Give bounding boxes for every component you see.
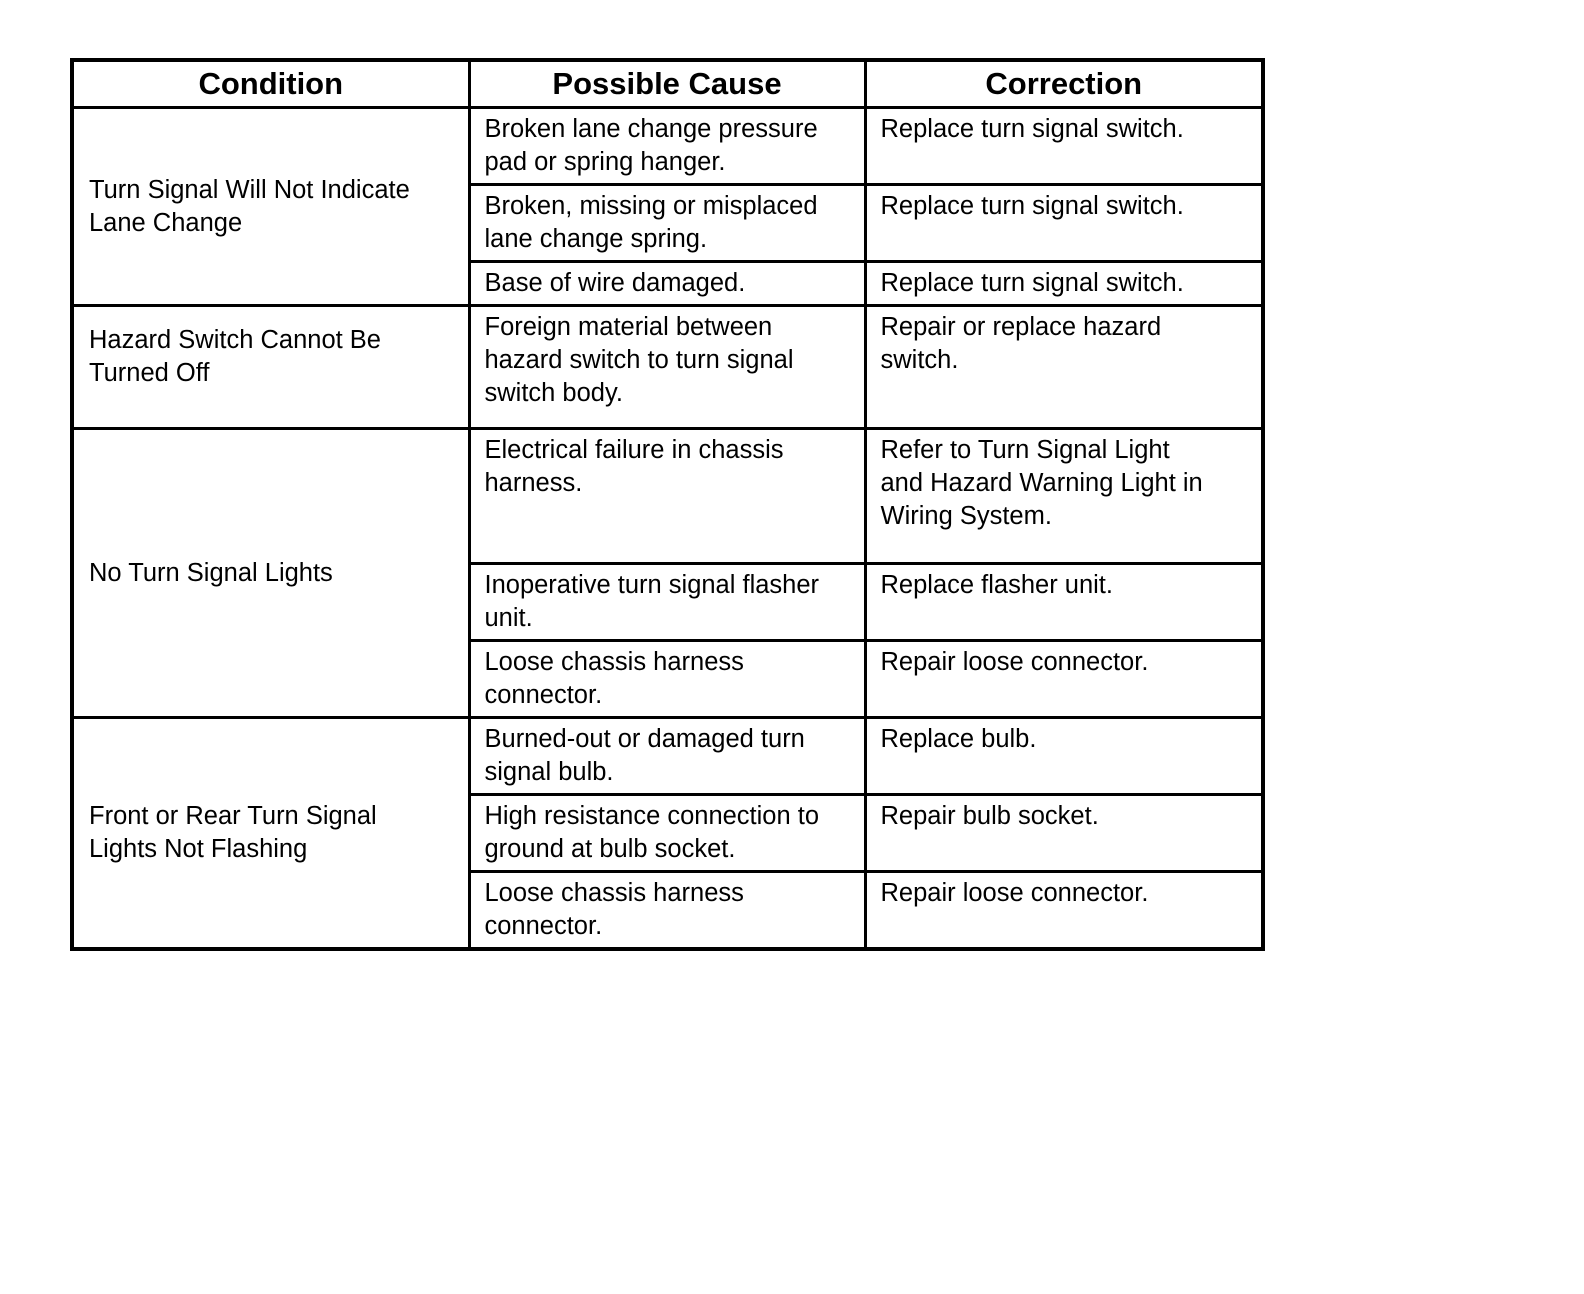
correction-text: switch.: [880, 346, 959, 374]
table-row: [72, 718, 1263, 795]
condition-text: Lane Change: [89, 208, 243, 237]
correction-text: and Hazard Warning Light in: [880, 469, 1203, 497]
cause-text: ground at bulb socket.: [484, 835, 736, 863]
correction-text: Replace turn signal switch.: [880, 192, 1184, 220]
cause-text: harness.: [484, 469, 583, 497]
correction-cell: [865, 641, 1263, 718]
cause-text: High resistance connection to: [484, 802, 820, 830]
cause-text: connector.: [484, 912, 603, 940]
header-possible-cause: Possible Cause: [469, 60, 865, 108]
cause-cell: [469, 108, 865, 185]
correction-text: Repair or replace hazard: [880, 313, 1162, 341]
cause-cell: [469, 641, 865, 718]
cause-text: Inoperative turn signal flasher: [484, 571, 820, 599]
cause-text: Foreign material between: [484, 313, 773, 341]
condition-text: Turn Signal Will Not Indicate: [89, 175, 410, 204]
cause-cell: [469, 262, 865, 306]
cause-cell: [469, 872, 865, 950]
correction-text: Repair loose connector.: [880, 879, 1149, 907]
condition-cell: [72, 108, 469, 306]
condition-cell: [72, 718, 469, 950]
cause-cell: [469, 718, 865, 795]
correction-text: Replace flasher unit.: [880, 571, 1113, 599]
correction-text: Replace bulb.: [880, 725, 1037, 753]
correction-text: Refer to Turn Signal Light: [880, 436, 1170, 464]
condition-text: Turned Off: [89, 359, 210, 387]
correction-cell: [865, 306, 1263, 429]
correction-cell: [865, 108, 1263, 185]
cause-text: unit.: [484, 604, 533, 632]
cause-text: Broken, missing or misplaced: [484, 192, 818, 220]
cause-text: switch body.: [484, 379, 623, 407]
correction-text: Repair loose connector.: [880, 648, 1149, 676]
cause-text: Loose chassis harness: [484, 879, 744, 907]
cause-cell: [469, 306, 865, 429]
cause-text: Base of wire damaged.: [484, 269, 746, 297]
correction-cell: [865, 185, 1263, 262]
cause-text: lane change spring.: [484, 225, 708, 253]
cause-cell: [469, 564, 865, 641]
cause-cell: [469, 795, 865, 872]
cause-text: pad or spring hanger.: [484, 148, 726, 176]
condition-cell: [72, 306, 469, 429]
correction-cell: [865, 795, 1263, 872]
cause-text: Burned-out or damaged turn: [484, 725, 805, 753]
diagnosis-table: [70, 58, 1265, 951]
header-condition: Condition: [72, 60, 469, 108]
correction-text: Wiring System.: [880, 502, 1052, 530]
condition-text: Hazard Switch Cannot Be: [89, 326, 381, 354]
cause-cell: [469, 185, 865, 262]
table-row: [72, 306, 1263, 429]
correction-cell: [865, 429, 1263, 564]
correction-cell: [865, 718, 1263, 795]
condition-text: No Turn Signal Lights: [89, 558, 333, 587]
cause-text: Electrical failure in chassis: [484, 436, 784, 464]
cause-text: Loose chassis harness: [484, 648, 744, 676]
cause-text: Broken lane change pressure: [484, 115, 818, 143]
header-correction: Correction: [865, 60, 1263, 108]
table-row: [72, 429, 1263, 564]
correction-cell: [865, 564, 1263, 641]
condition-text: Lights Not Flashing: [89, 835, 308, 863]
table-row: [72, 108, 1263, 185]
cause-text: hazard switch to turn signal: [484, 346, 794, 374]
cause-text: signal bulb.: [484, 758, 614, 786]
header-row: [72, 60, 1263, 108]
cause-cell: [469, 429, 865, 564]
correction-text: Replace turn signal switch.: [880, 269, 1184, 297]
correction-cell: [865, 262, 1263, 306]
condition-text: Front or Rear Turn Signal: [89, 802, 377, 830]
correction-cell: [865, 872, 1263, 950]
cause-text: connector.: [484, 681, 603, 709]
correction-text: Repair bulb socket.: [880, 802, 1099, 830]
condition-cell: [72, 429, 469, 718]
correction-text: Replace turn signal switch.: [880, 115, 1184, 143]
